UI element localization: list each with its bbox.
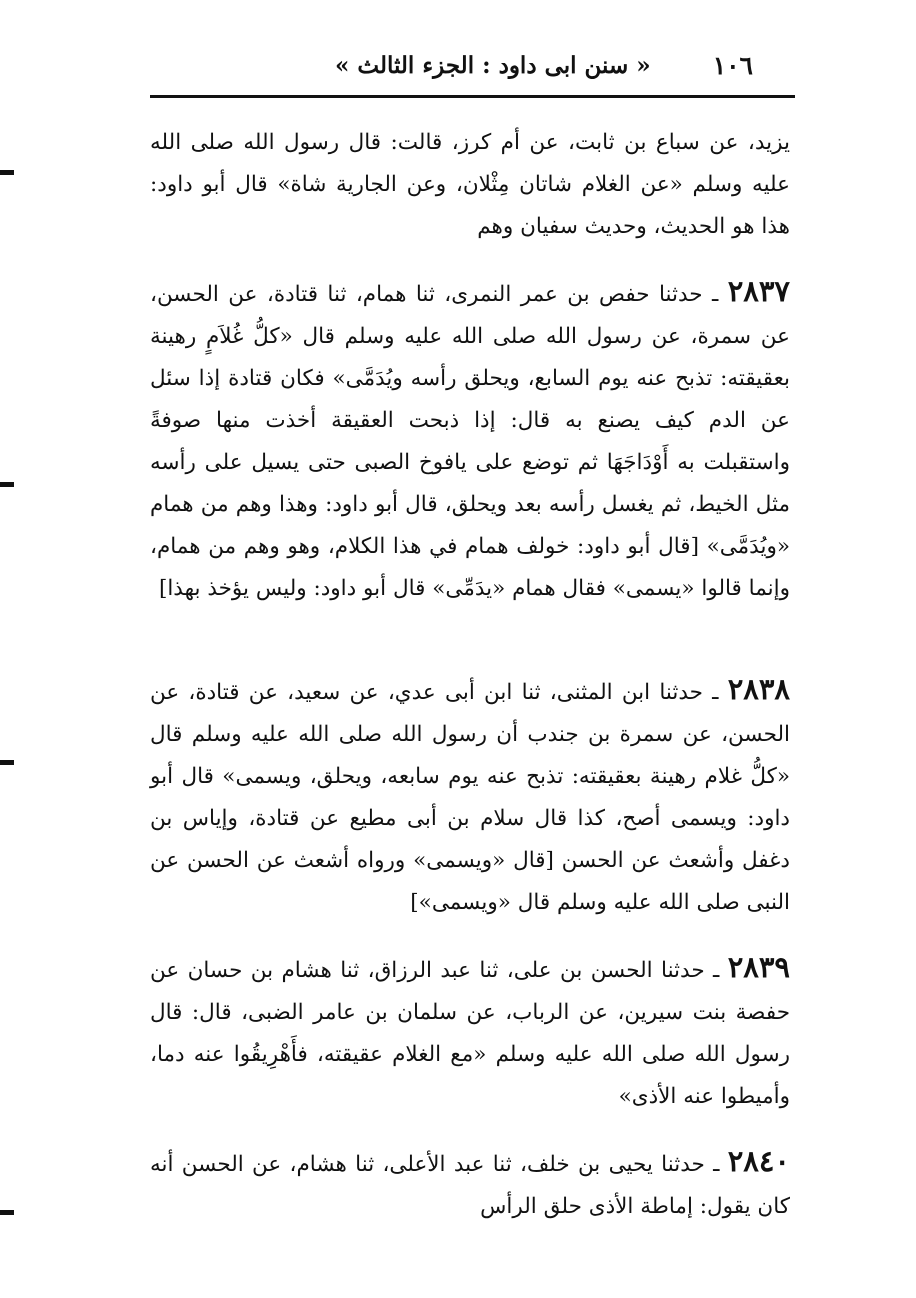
page-body xyxy=(150,122,790,1228)
hadith-number: ٢٨٣٨ xyxy=(727,672,790,706)
running-title: « سنن ابی داود : الجزء الثالث » xyxy=(335,52,651,79)
margin-mark xyxy=(0,1210,14,1215)
hadith-2837 xyxy=(150,270,790,610)
hadith-number: ٢٨٣٩ xyxy=(727,950,790,984)
hadith-2838 xyxy=(150,668,790,924)
paragraph-text: يزيد، عن سباع بن ثابت، عن أم كرز، قالت: قال رسول الله صلى الله عليه وسلم «عن الغلام شاتان مِثْلان، وعن الجارية شاة» قال أبو داود: هذا هو الحديث، وحديث سفيان وهم xyxy=(150,130,790,239)
page-number: ١٠٦ xyxy=(712,51,753,80)
margin-mark xyxy=(0,760,14,765)
page-header xyxy=(150,48,795,92)
header-rule xyxy=(150,95,795,98)
hadith-number: ٢٨٤٠ xyxy=(727,1144,790,1178)
hadith-2839 xyxy=(150,946,790,1118)
hadith-number: ٢٨٣٧ xyxy=(727,274,790,308)
margin-mark xyxy=(0,170,14,175)
paragraph-text: ـ حدثنا الحسن بن على، ثنا عبد الرزاق، ثنا هشام بن حسان عن حفصة بنت سيرين، عن الرباب، عن سلمان بن عامر الضبى، قال: قال رسول الله صلى الله عليه وسلم «مع الغلام عقيقته، فأَهْرِيقُوا عنه دما، وأميطوا عنه الأذى» xyxy=(150,958,790,1109)
paragraph-text: ـ حدثنا يحيى بن خلف، ثنا عبد الأعلى، ثنا هشام، عن الحسن أنه كان يقول: إماطة الأذى حلق الرأس xyxy=(150,1152,790,1219)
paragraph-text: ـ حدثنا ابن المثنى، ثنا ابن أبى عدي، عن سعيد، عن قتادة، عن الحسن، عن سمرة بن جندب أن رسول الله صلى الله عليه وسلم قال «كلُّ غلام رهينة بعقيقته: تذبح عنه يوم سابعه، ويحلق، ويسمى» قال أبو داود: ويسمى أصح، كذا قال سلام بن أبى مطيع عن قتادة، وإياس بن دغفل وأشعث عن الحسن [قال «ويسمى» ورواه أشعث عن الحسن عن النبى صلى الله عليه وسلم قال «ويسمى»] xyxy=(150,680,790,915)
paragraph-continuation xyxy=(150,122,790,248)
hadith-2840 xyxy=(150,1140,790,1228)
paragraph-text: ـ حدثنا حفص بن عمر النمرى، ثنا همام، ثنا قتادة، عن الحسن، عن سمرة، عن رسول الله صلى الله عليه وسلم قال «كلُّ غُلاَمٍ رهينة بعقيقته: تذبح عنه يوم السابع، ويحلق رأسه ويُدَمَّى» فكان قتادة إذا سئل عن الدم كيف يصنع به قال: إذا ذبحت العقيقة أخذت منها صوفةً واستقبلت به أَوْدَاجَهَا ثم توضع على يافوخ الصبى حتى يسيل على رأسه مثل الخيط، ثم يغسل رأسه بعد ويحلق، قال أبو داود: وهذا وهم من همام «ويُدَمَّى» [قال أبو داود: خولف همام في هذا الكلام، وهو وهم من همام، وإنما قالوا «يسمى» فقال همام «يدَمِّى» قال أبو داود: وليس يؤخذ بهذا] xyxy=(150,282,790,601)
margin-mark xyxy=(0,482,14,487)
